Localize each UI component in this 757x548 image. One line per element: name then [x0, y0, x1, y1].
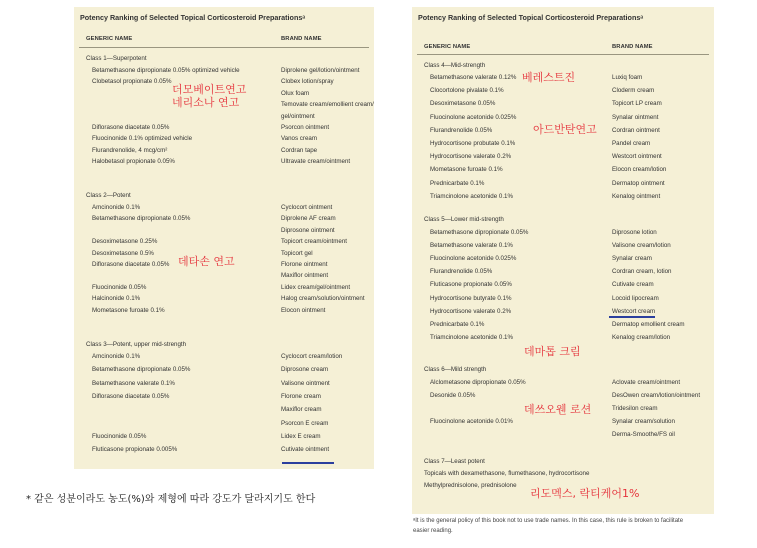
table-row	[412, 179, 714, 188]
brand-name-cell: Temovate cream/emollient cream/	[281, 101, 374, 109]
generic-name-cell: Fluocinonide 0.05%	[92, 283, 147, 291]
brand-name-cell: Westcort cream	[612, 307, 656, 315]
brand-name-cell: Diprosone lotion	[612, 229, 657, 236]
brand-name-cell: Psorcon E cream	[281, 419, 329, 427]
generic-name-cell: Clocortolone pivalate 0.1%	[430, 87, 504, 95]
brand-name-cell: Cutivate cream	[612, 281, 654, 289]
generic-name-cell: Desonide 0.05%	[430, 392, 476, 399]
table-row	[74, 392, 374, 401]
brand-name-cell: gel/ointment	[281, 112, 315, 120]
table-row	[412, 139, 714, 148]
table-row	[74, 294, 374, 303]
brand-name-cell: Elocon cream/lotion	[612, 166, 667, 174]
brand-name-cell: Kenalog cream/lotion	[612, 333, 671, 341]
generic-name-cell: Betamethasone valerate 0.1%	[92, 379, 175, 387]
generic-name-cell: Flurandrenolide 0.05%	[430, 126, 493, 134]
generic-name-cell: Fluticasone propionate 0.05%	[430, 281, 512, 289]
brand-name-cell: Florone cream	[281, 392, 321, 400]
class-7-line: Methylprednisolone, prednisolone	[424, 482, 517, 489]
generic-name-cell: Flurandrenolide, 4 mcg/cm²	[92, 146, 168, 154]
right-korean-note-3: 데마톱 크림	[524, 345, 581, 358]
generic-name-cell: Hydrocortisone probutate 0.1%	[430, 140, 516, 147]
footnote-line-1: ᵃIt is the general policy of this book not to use trade names. In this case, this rule is broken to facilitate	[413, 518, 684, 524]
table-row	[412, 192, 714, 201]
table-row	[412, 430, 714, 439]
table-row	[412, 391, 714, 400]
generic-name-cell: Triamcinolone acetonide 0.1%	[430, 333, 514, 341]
table-row	[412, 152, 714, 161]
brand-name-cell: Vanos cream	[281, 135, 317, 143]
generic-name-cell: Halobetasol propionate 0.05%	[92, 158, 175, 166]
right-generic-header: GENERIC NAME	[424, 44, 471, 50]
asterisk-note: * 같은 성분이라도 농도(%)와 제형에 따라 강도가 달라지기도 한다	[26, 494, 316, 505]
brand-name-cell: Lidex cream/gel/ointment	[281, 283, 351, 291]
left-korean-note-1: 더모베이트연고	[172, 83, 247, 96]
table-row	[412, 267, 714, 276]
brand-name-cell: Valisone cream/lotion	[612, 242, 671, 250]
brand-name-cell: Cordran ointment	[612, 126, 660, 134]
table-row	[74, 203, 374, 212]
table-row	[74, 379, 374, 388]
class-heading: Class 4—Mid-strength	[424, 62, 486, 69]
brand-name-cell: Pandel cream	[612, 140, 651, 147]
left-korean-note-3: 데타손 연고	[178, 255, 235, 268]
right-korean-note-1: 베레스트진	[522, 71, 576, 84]
generic-name-cell: Diflorasone diacetate 0.05%	[92, 124, 170, 131]
brand-name-cell: Elocon ointment	[281, 306, 326, 314]
brand-name-cell: Kenalog ointment	[612, 192, 661, 200]
generic-name-cell: Betamethasone dipropionate 0.05%	[92, 366, 191, 374]
brand-name-cell: Tridesilon cream	[612, 405, 658, 412]
brand-name-cell: Cloderm cream	[612, 87, 655, 95]
brand-name-cell: Cordran cream, lotion	[612, 268, 672, 276]
generic-name-cell: Fluocinolone acetonide 0.025%	[430, 255, 517, 263]
generic-name-cell: Fluocinonide 0.05%	[92, 432, 147, 440]
brand-name-cell: Synalar cream	[612, 255, 652, 263]
table-row	[412, 307, 714, 316]
brand-name-cell: Diprosone cream	[281, 366, 329, 374]
brand-name-cell: Diprolene AF cream	[281, 215, 336, 223]
generic-name-cell: Desoximetasone 0.25%	[92, 238, 158, 246]
right-header-rule	[417, 54, 709, 55]
generic-name-cell: Halcinonide 0.1%	[92, 295, 141, 303]
generic-name-cell: Diflorasone diacetate 0.05%	[92, 392, 170, 400]
brand-name-cell: Dermatop emollient cream	[612, 320, 685, 328]
brand-name-cell: Valisone ointment	[281, 379, 330, 387]
table-row	[74, 271, 374, 280]
table-row	[412, 378, 714, 387]
brand-name-cell: Lidex E cream	[281, 432, 321, 440]
right-brand-header: BRAND NAME	[612, 44, 653, 50]
generic-name-cell: Desoximetasone 0.5%	[92, 249, 154, 257]
brand-name-cell: Olux foam	[281, 89, 310, 97]
generic-name-cell: Diflorasone diacetate 0.05%	[92, 261, 170, 268]
table-row	[412, 165, 714, 174]
left-header-rule	[79, 47, 369, 48]
brand-name-cell: Dermatop ointment	[612, 179, 665, 187]
footnote-line-2: easier reading.	[413, 528, 453, 534]
table-row	[412, 280, 714, 289]
brand-name-cell: Diprolene gel/lotion/ointment	[281, 67, 360, 74]
table-row	[74, 123, 374, 132]
right-table-panel	[412, 7, 714, 514]
table-row	[412, 254, 714, 263]
brand-name-cell: Diprosone ointment	[281, 226, 335, 234]
brand-name-cell: Luxiq foam	[612, 74, 643, 81]
generic-name-cell: Prednicarbate 0.1%	[430, 179, 485, 187]
table-row	[74, 157, 374, 166]
brand-name-cell: Psorcon ointment	[281, 124, 330, 131]
table-row	[74, 405, 374, 414]
table-row	[412, 86, 714, 95]
table-row	[412, 333, 714, 342]
generic-name-cell: Fluocinonide 0.1% optimized vehicle	[92, 135, 193, 143]
class-heading: Class 1—Superpotent	[86, 55, 147, 62]
table-row	[74, 214, 374, 223]
right-korean-note-5: 리도멕스, 락티케어1%	[530, 487, 640, 500]
brand-name-cell: Topicort LP cream	[612, 100, 662, 108]
generic-name-cell: Prednicarbate 0.1%	[430, 320, 485, 328]
left-brand-header: BRAND NAME	[281, 36, 322, 42]
brand-name-cell: Topicort gel	[281, 249, 313, 257]
table-row	[74, 112, 374, 121]
generic-name-cell: Fluocinolone acetonide 0.01%	[430, 418, 513, 425]
brand-name-cell: Cordran tape	[281, 146, 318, 154]
table-row	[74, 306, 374, 315]
brand-name-cell: Clobex lotion/spray	[281, 78, 334, 86]
generic-name-cell: Hydrocortisone valerate 0.2%	[430, 307, 512, 315]
right-table-title: Potency Ranking of Selected Topical Corticosteroid Preparationsᵃ	[418, 13, 644, 22]
table-row	[74, 352, 374, 361]
generic-name-cell: Betamethasone valerate 0.1%	[430, 242, 513, 250]
brand-name-cell: Cyclocort cream/lotion	[281, 353, 343, 360]
generic-name-cell: Desoximetasone 0.05%	[430, 100, 496, 108]
generic-name-cell: Hydrocortisone butyrate 0.1%	[430, 294, 512, 302]
left-korean-note-2: 네리소나 연고	[172, 96, 240, 109]
left-cutivate-underline	[282, 462, 334, 464]
table-row	[74, 134, 374, 143]
generic-name-cell: Mometasone furoate 0.1%	[430, 166, 503, 174]
class-heading: Class 7—Least potent	[424, 458, 485, 465]
class-heading: Class 6—Mild strength	[424, 366, 487, 373]
class-7-line: Topicals with dexamethasone, flumethasone, hydrocortisone	[424, 470, 590, 477]
brand-name-cell: Cutivate ointment	[281, 446, 330, 454]
brand-name-cell: Cyclocort ointment	[281, 204, 333, 211]
generic-name-cell: Hydrocortisone valerate 0.2%	[430, 153, 512, 161]
table-row	[74, 283, 374, 292]
brand-name-cell: Maxiflor ointment	[281, 272, 329, 280]
generic-name-cell: Fluticasone propionate 0.005%	[92, 446, 178, 454]
left-table-panel	[74, 7, 374, 469]
left-generic-header: GENERIC NAME	[86, 36, 133, 42]
table-row	[74, 146, 374, 155]
generic-name-cell: Fluocinolone acetonide 0.025%	[430, 113, 517, 121]
table-row	[412, 228, 714, 237]
table-row	[74, 365, 374, 374]
table-row	[74, 419, 374, 428]
table-row	[74, 432, 374, 441]
brand-name-cell: Ultravate cream/ointment	[281, 158, 351, 166]
generic-name-cell: Betamethasone dipropionate 0.05% optimized vehicle	[92, 67, 240, 74]
brand-name-cell: Halog cream/solution/ointment	[281, 295, 365, 303]
generic-name-cell: Betamethasone dipropionate 0.05%	[92, 215, 191, 223]
class-heading: Class 3—Potent, upper mid-strength	[86, 341, 187, 348]
table-row	[412, 417, 714, 426]
brand-name-cell: Westcort ointment	[612, 153, 662, 161]
generic-name-cell: Triamcinolone acetonide 0.1%	[430, 192, 514, 200]
generic-name-cell: Betamethasone dipropionate 0.05%	[430, 229, 529, 236]
table-row	[412, 241, 714, 250]
generic-name-cell: Mometasone furoate 0.1%	[92, 306, 165, 314]
table-row	[412, 99, 714, 108]
brand-name-cell: DesOwen cream/lotion/ointment	[612, 392, 701, 399]
generic-name-cell: Amcinonide 0.1%	[92, 353, 141, 360]
generic-name-cell: Clobetasol propionate 0.05%	[92, 78, 172, 86]
brand-name-cell: Maxiflor cream	[281, 406, 322, 414]
brand-name-cell: Locoid lipocream	[612, 294, 659, 302]
table-row	[412, 320, 714, 329]
table-row	[74, 237, 374, 246]
left-table-title: Potency Ranking of Selected Topical Corticosteroid Preparationsᵃ	[80, 13, 306, 22]
table-row	[74, 226, 374, 235]
generic-name-cell: Amcinonide 0.1%	[92, 204, 141, 211]
generic-name-cell: Alclometasone dipropionate 0.05%	[430, 379, 526, 386]
generic-name-cell: Betamethasone valerate 0.12%	[430, 74, 517, 81]
brand-name-cell: Florone ointment	[281, 261, 328, 268]
class-heading: Class 5—Lower mid-strength	[424, 216, 504, 223]
generic-name-cell: Flurandrenolide 0.05%	[430, 268, 493, 276]
brand-name-cell: Synalar cream/solution	[612, 418, 675, 425]
class-heading: Class 2—Potent	[86, 192, 131, 199]
table-row	[412, 294, 714, 303]
table-row	[74, 445, 374, 454]
brand-name-cell: Derma-Smoothe/FS oil	[612, 431, 675, 438]
brand-name-cell: Aclovate cream/ointment	[612, 379, 681, 386]
brand-name-cell: Topicort cream/ointment	[281, 238, 348, 246]
right-cutivate-underline	[609, 316, 655, 318]
brand-name-cell: Synalar ointment	[612, 113, 659, 121]
right-korean-note-2: 아드반탄연고	[533, 123, 597, 136]
right-korean-note-4: 데쓰오웬 로션	[524, 403, 592, 416]
table-row	[74, 66, 374, 75]
